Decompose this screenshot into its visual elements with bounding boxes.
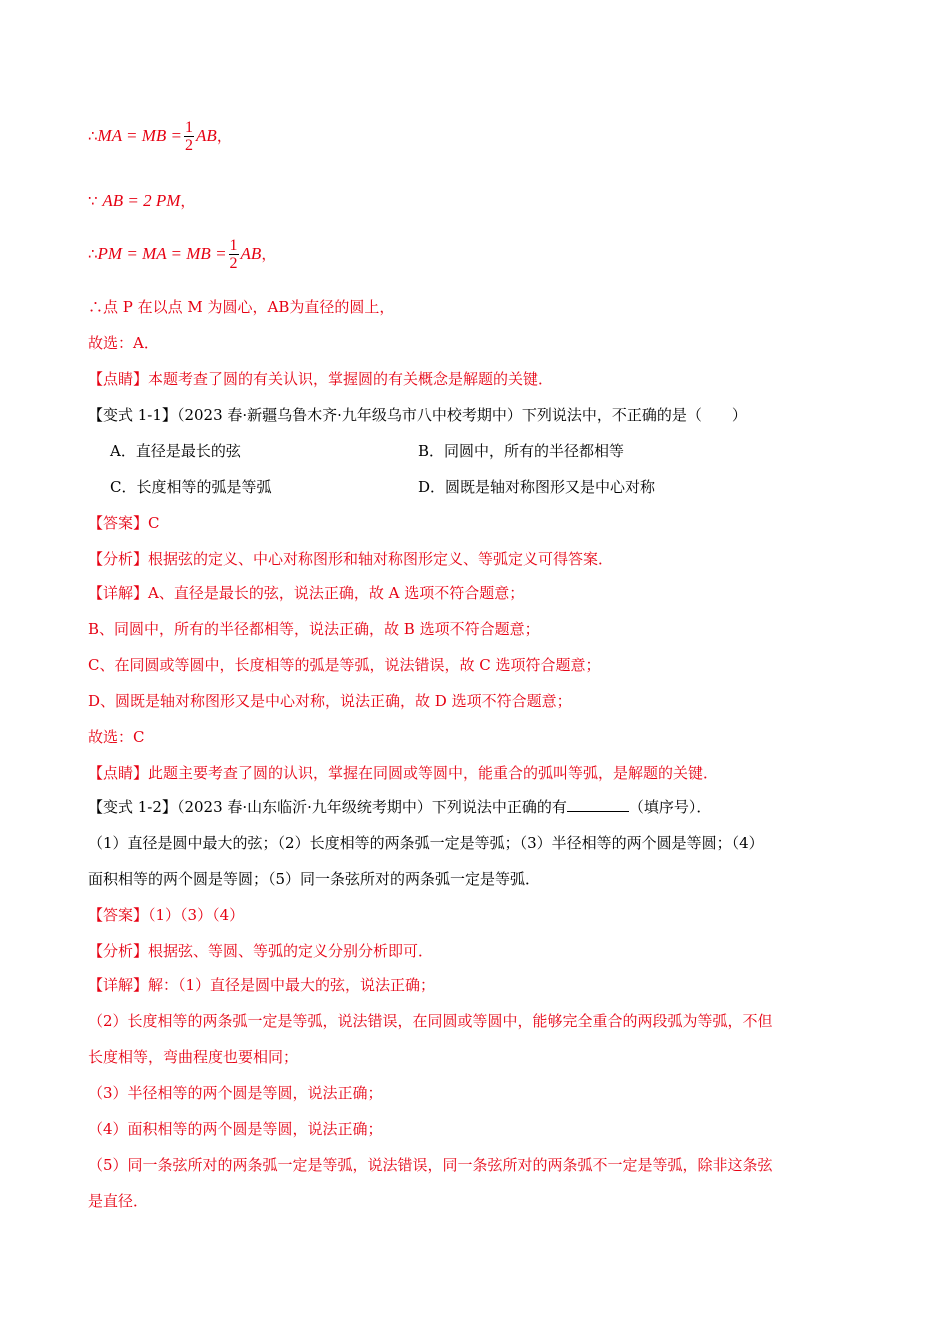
- detail-1-2-c: 长度相等，弯曲程度也要相同；: [88, 1048, 299, 1066]
- answer-1-1: [88, 512, 160, 534]
- option-d: D．圆既是轴对称图形又是中心对称: [418, 478, 656, 496]
- analysis-tag: 【分析】: [88, 550, 149, 568]
- proof-line-5: 故选：A．: [88, 334, 159, 352]
- detail-1-2-a: [88, 974, 435, 996]
- detail-1-1-a: [88, 582, 524, 604]
- analysis-text: 根据弦的定义、中心对称图形和轴对称图形定义、等弧定义可得答案．: [148, 550, 614, 568]
- fraction-numerator: 1: [229, 237, 238, 254]
- answer-tag: 【答案】: [88, 514, 149, 532]
- proof-line-1: ∴MA = MB = $\frac{1}{2}$ AB，: [88, 119, 232, 154]
- comment-1-1: [88, 762, 718, 784]
- proof-tail-3: AB: [240, 244, 262, 263]
- detail-1-2-e: （4）面积相等的两个圆是等圆，说法正确；: [88, 1120, 383, 1138]
- conclusion-1-1: 故选：C: [88, 728, 145, 746]
- proof-tail-1: AB: [196, 126, 217, 145]
- option-c: C．长度相等的弧是等弧: [110, 478, 272, 496]
- detail-1-2-d: （3）半径相等的两个圆是等圆，说法正确；: [88, 1084, 383, 1102]
- detail-tag: 【详解】: [88, 976, 149, 994]
- fraction-half-2: [229, 238, 239, 272]
- option-a: A．直径是最长的弦: [110, 442, 241, 460]
- proof-line-4: ∴点 P 在以点 M 为圆心，AB为直径的圆上，: [88, 298, 395, 316]
- analysis-1-1: [88, 548, 613, 570]
- detail-1-1-d: D、圆既是轴对称图形又是中心对称，说法正确，故 D 选项不符合题意；: [88, 692, 572, 710]
- comment-tag: 【点睛】: [88, 764, 149, 782]
- question-1-2-line-2: （1）直径是圆中最大的弦；（2）长度相等的两条弧一定是等弧；（3）半径相等的两个圆是等圆；（4）: [88, 834, 764, 852]
- detail-tag: 【详解】: [88, 584, 149, 602]
- comment-tag: 【点睛】: [88, 370, 149, 388]
- proof-eq-2: AB = 2 PM: [102, 191, 181, 210]
- detail-1-2-g: 是直径．: [88, 1192, 149, 1210]
- question-stem-end: （填序号）．: [628, 798, 712, 816]
- question-1-2: [88, 796, 711, 818]
- fraction-denominator: 2: [185, 137, 194, 154]
- detail-1-2-f: （5）同一条弦所对的两条弧一定是等弧，说法错误，同一条弦所对的两条弧不一定是等弧，除非这条弦: [88, 1156, 773, 1174]
- fill-blank: [567, 797, 629, 812]
- proof-line-2: ∵ AB = 2 PM，: [88, 191, 196, 210]
- analysis-1-2: [88, 940, 433, 962]
- answer-1-2: [88, 904, 244, 926]
- question-tag: 【变式 1-2】: [88, 798, 177, 816]
- proof-comment: [88, 368, 553, 390]
- analysis-text: 根据弦、等圆、等弧的定义分别分析即可．: [148, 942, 434, 960]
- detail-text: 解：（1）直径是圆中最大的弦，说法正确；: [148, 976, 436, 994]
- analysis-tag: 【分析】: [88, 942, 149, 960]
- detail-1-1-c: C、在同圆或等圆中，长度相等的弧是等弧，说法错误，故 C 选项符合题意；: [88, 656, 601, 674]
- proof-line-3: ∴PM = MA = MB = $\frac{1}{2}$ AB，: [88, 237, 277, 272]
- fraction-half-1: [184, 120, 194, 154]
- comment-text: 本题考查了圆的有关认识，掌握圆的有关概念是解题的关键．: [148, 370, 554, 388]
- question-1-2-line-3: 面积相等的两个圆是等圆；（5）同一条弦所对的两条弧一定是等弧．: [88, 870, 541, 888]
- fraction-denominator: 2: [229, 255, 238, 272]
- question-tag: 【变式 1-1】: [88, 406, 177, 424]
- detail-text: A、直径是最长的弦，说法正确，故 A 选项不符合题意；: [148, 584, 525, 602]
- answer-value: C: [148, 514, 160, 532]
- detail-1-1-b: B、同圆中，所有的半径都相等，说法正确，故 B 选项不符合题意；: [88, 620, 540, 638]
- question-stem: （2023 春·新疆乌鲁木齐·九年级乌市八中校考期中）下列说法中，不正确的是（ ）: [176, 406, 747, 424]
- answer-value: （1）（3）（4）: [148, 906, 245, 924]
- proof-eq-3: PM = MA = MB =: [97, 244, 227, 263]
- question-stem: （2023 春·山东临沂·九年级统考期中）下列说法中正确的有: [176, 798, 567, 816]
- question-1-1: [88, 404, 747, 426]
- fraction-numerator: 1: [185, 119, 194, 136]
- comment-text: 此题主要考查了圆的认识，掌握在同圆或等圆中，能重合的弧叫等弧，是解题的关键．: [148, 764, 719, 782]
- detail-1-2-b: （2）长度相等的两条弧一定是等弧，说法错误，在同圆或等圆中，能够完全重合的两段弧为等弧，不但: [88, 1012, 773, 1030]
- option-b: B．同圆中，所有的半径都相等: [418, 442, 625, 460]
- answer-tag: 【答案】: [88, 906, 149, 924]
- proof-eq-1: MA = MB =: [97, 126, 183, 145]
